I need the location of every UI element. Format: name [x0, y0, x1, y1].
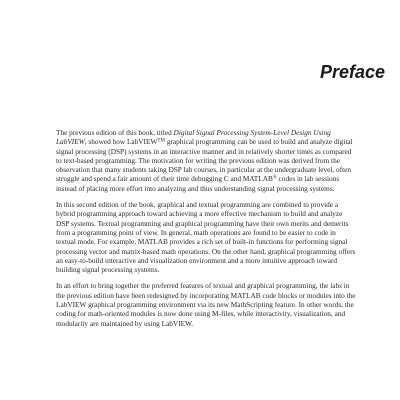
paragraph-1 — [56, 128, 356, 193]
p1-text-d: codes in lab sessions instead of placing more effort into analyzing and thus understanding signal processing systems. — [56, 174, 340, 193]
trademark-symbol: TM — [157, 138, 165, 144]
registered-symbol: ® — [272, 175, 277, 182]
previous-edition-title: Digital Signal Processing System-Level Design Using LabVIEW — [56, 128, 331, 147]
p1-text-b: , showed how LabVIEW — [84, 137, 158, 147]
paragraph-3: In an effort to bring together the preferred features of textual and graphical programming, the labs in the previous edition have been redesigned by incorporating MATLAB code blocks or modules into the LabVIEW graphical programming environment via its new MathScripting feature. In other words, the coding for math-oriented modules is now done using M-files, while interactivity, visualization, and modularity are maintained by using LabVIEW. — [56, 281, 356, 328]
body-text — [56, 128, 356, 328]
paragraph-2: In this second edition of the book, graphical and textual programming are combined to provide a hybrid programming approach toward achieving a more effective mechanism to build and analyze DSP systems. Textual programming and graphical programming have their own merits and demerits from a programming point of view. In general, math operations are found to be easier to code in textual mode. For example, MATLAB provides a rich set of built-in functions for performing signal processing vector and matrix-based math operations. On the other hand, graphical programming offers an easy-to-build interactive and visualization environment and a more intuitive approach toward building signal processing systems. — [56, 200, 356, 275]
page-title: Preface — [319, 62, 385, 82]
p1-text-c: graphical programming can be used to build and analyze digital signal processing (DSP) systems in an interactive manner and in relatively shorter times as compared to text-based programming. The motivation for writing the previous edition was derived from the observation that many students taking DSP lab courses, in particular at the undergraduate level, often struggle and spend a fair amount of their time debugging C and MATLAB — [56, 137, 353, 184]
p1-text-a: The previous edition of this book, titled — [56, 128, 174, 137]
